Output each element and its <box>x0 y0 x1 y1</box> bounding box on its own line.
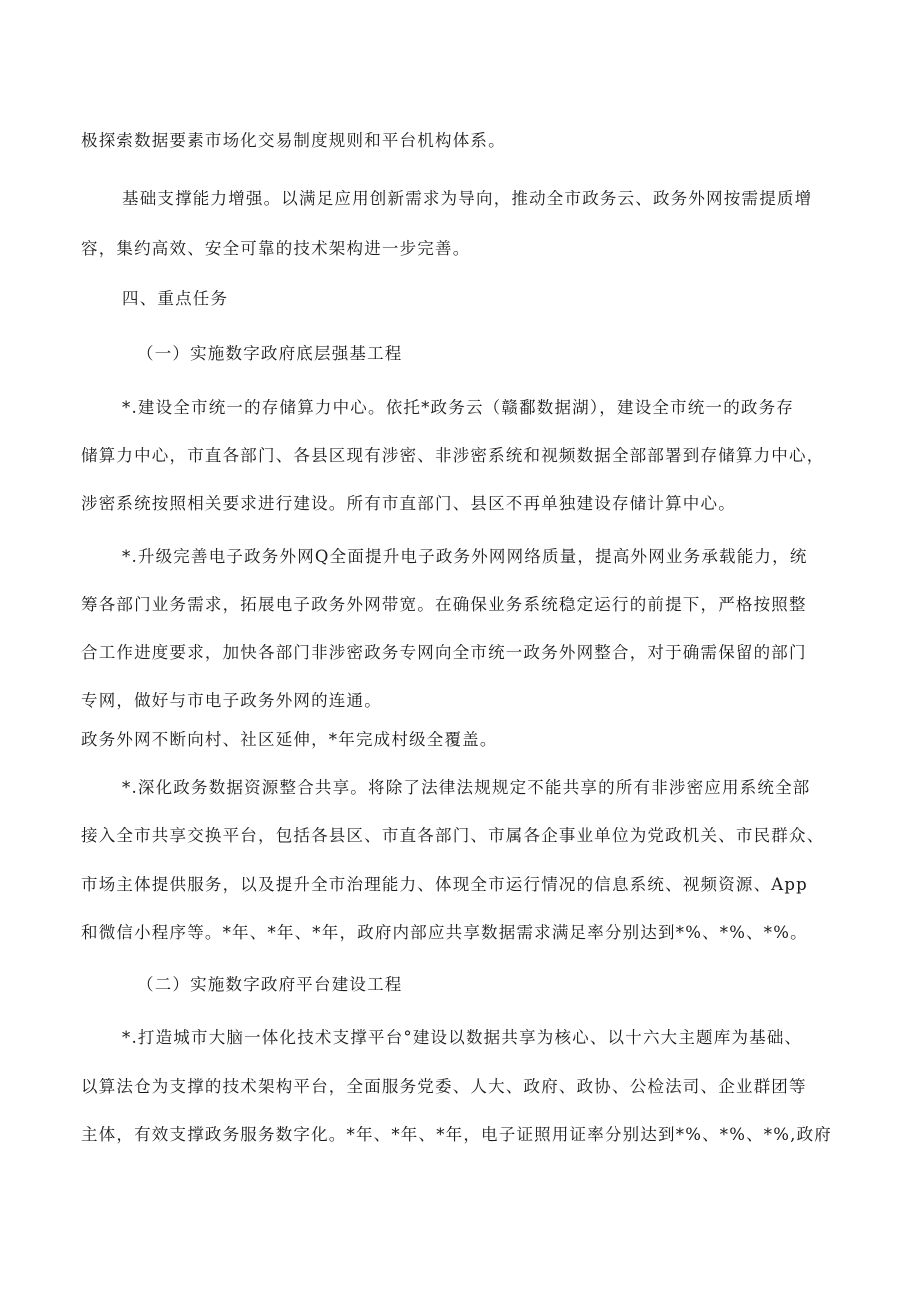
paragraph-line: *.升级完善电子政务外网Q全面提升电子政务外网网络质量，提高外网业务承载能力，统 <box>122 547 808 566</box>
subsection-heading: （二）实施数字政府平台建设工程 <box>137 975 403 994</box>
paragraph-line: 主体，有效支撑政务服务数字化。*年、*年、*年，电子证照用证率分别达到*%、*%、*%,政府 <box>81 1125 832 1144</box>
paragraph-line: 政务外网不断向村、社区延伸，*年完成村级全覆盖。 <box>81 730 498 749</box>
section-heading: 四、重点任务 <box>122 289 229 308</box>
paragraph-line: *.建设全市统一的存储算力中心。依托*政务云（赣鄱数据湖），建设全市统一的政务存 <box>122 398 794 417</box>
paragraph-line: 以算法仓为支撑的技术架构平台，全面服务党委、人大、政府、政协、公检法司、企业群团等 <box>81 1077 807 1096</box>
subsection-heading: （一）实施数字政府底层强基工程 <box>137 344 403 363</box>
paragraph-line: 基础支撑能力增强。以满足应用创新需求为导向，推动全市政务云、政务外网按需提质增 <box>122 189 813 208</box>
paragraph-line: *.深化政务数据资源整合共享。将除了法律法规规定不能共享的所有非涉密应用系统全部 <box>122 778 811 797</box>
paragraph-line: 专网，做好与市电子政务外网的连通。 <box>81 691 382 710</box>
paragraph-line: 容，集约高效、安全可靠的技术架构进一步完善。 <box>81 239 471 258</box>
paragraph-line: 筹各部门业务需求，拓展电子政务外网带宽。在确保业务系统稳定运行的前提下，严格按照整 <box>81 595 807 614</box>
paragraph-line: 涉密系统按照相关要求进行建设。所有市直部门、县区不再单独建设存储计算中心。 <box>81 494 736 513</box>
paragraph-line: 市场主体提供服务，以及提升全市治理能力、体现全市运行情况的信息系统、视频资源、App <box>81 875 808 894</box>
paragraph-line: 合工作进度要求，加快各部门非涉密政务专网向全市统一政务外网整合，对于确需保留的部门 <box>81 643 807 662</box>
paragraph-line: 极探索数据要素市场化交易制度规则和平台机构体系。 <box>81 131 506 150</box>
paragraph-line: *.打造城市大脑一体化技术支撑平台°建设以数据共享为核心、以十六大主题库为基础、 <box>122 1028 803 1047</box>
paragraph-line: 和微信小程序等。*年、*年、*年，政府内部应共享数据需求满足率分别达到*%、*%、*%。 <box>81 923 808 942</box>
paragraph-line: 储算力中心，市直各部门、各县区现有涉密、非涉密系统和视频数据全部部署到存储算力中心， <box>81 446 825 465</box>
paragraph-line: 接入全市共享交换平台，包括各县区、市直各部门、市属各企事业单位为党政机关、市民群众、 <box>81 826 825 845</box>
